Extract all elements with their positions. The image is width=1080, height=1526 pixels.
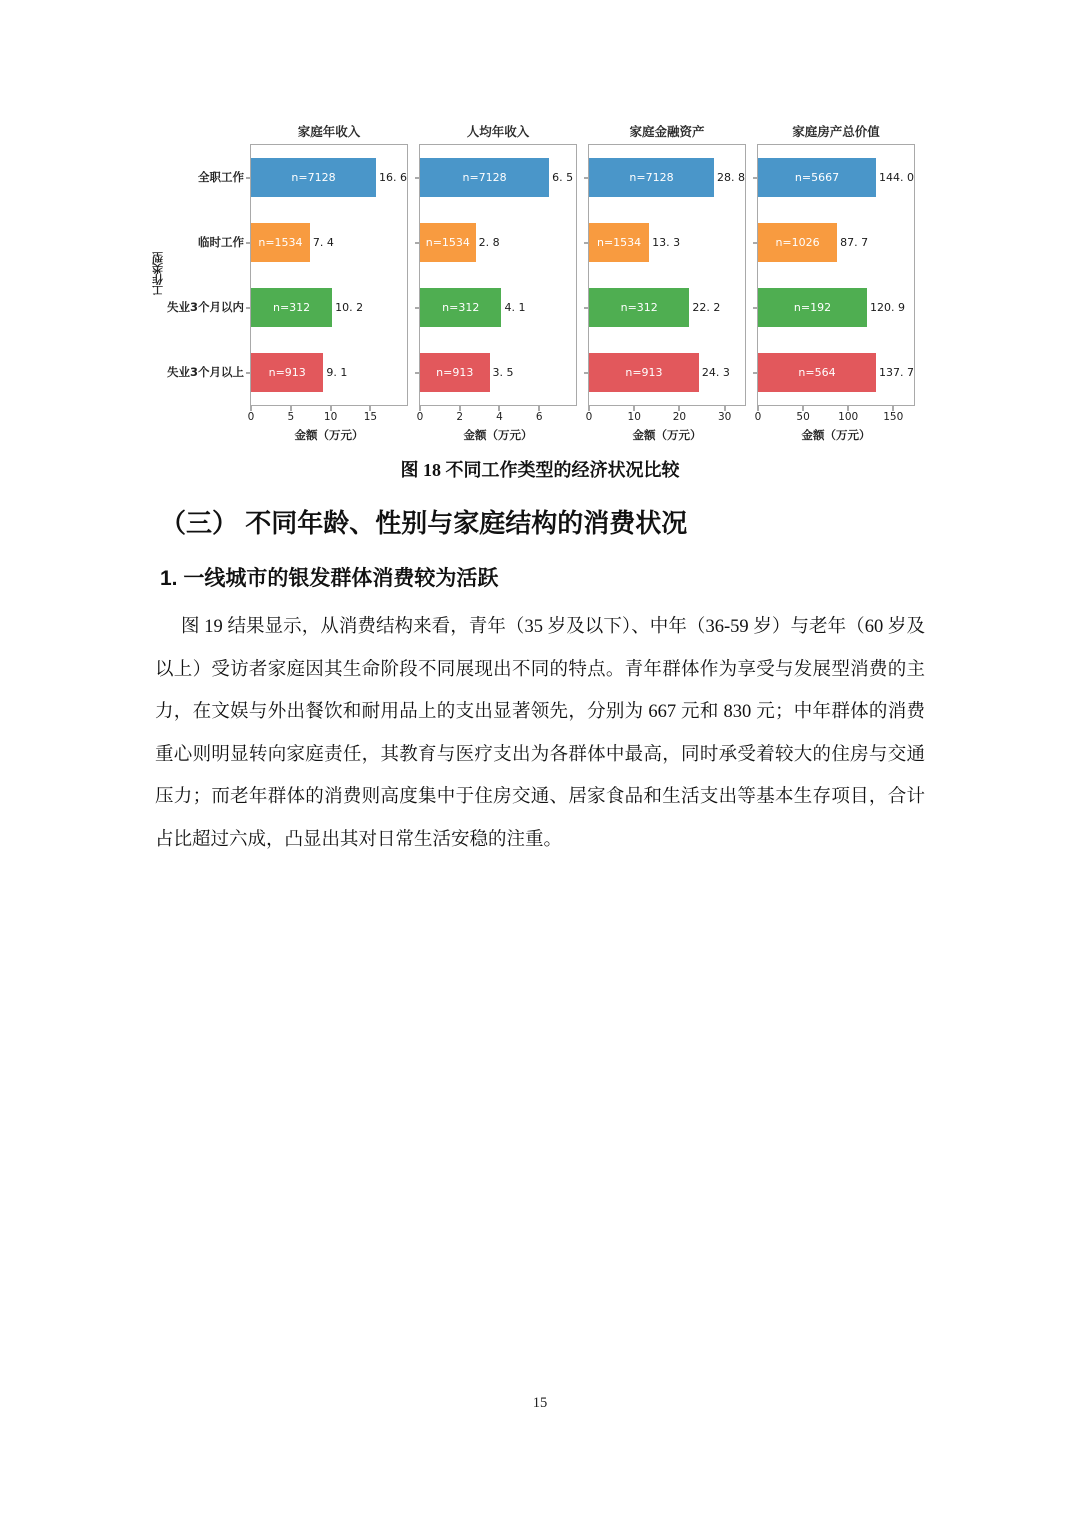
chart-panel [585,120,746,443]
bar-n-label: n=312 [442,301,480,314]
plot-area [247,144,408,423]
plot-area [754,144,915,423]
chart-panels [247,120,915,443]
bar [420,288,501,327]
bar-value-label: 4. 1 [504,301,526,314]
x-tick-label: 100 [838,411,859,423]
x-tick-label: 20 [672,411,687,423]
y-tick-mark [246,372,250,373]
bar [758,223,837,262]
x-tick-label: 30 [717,411,732,423]
y-category-label: 失业3个月以上 [166,364,244,379]
chart-grid [150,120,930,445]
bar-value-label: 24. 3 [701,366,730,379]
x-tick-label: 5 [287,411,295,423]
bar [251,223,310,262]
y-tick-mark [753,242,757,243]
bar-row [251,145,407,210]
bar [251,158,376,197]
bar-row [420,210,576,275]
bar-value-label: 28. 8 [717,171,745,184]
bar-n-label: n=192 [793,301,832,314]
bar-value-label: 13. 3 [652,236,681,249]
x-tick-label: 6 [535,411,543,423]
y-category-label: 全职工作 [198,169,244,184]
y-tick-mark [415,372,419,373]
chart-title: 家庭年收入 [297,124,361,139]
bar [758,288,867,327]
bar-value-label: 2. 8 [478,236,500,249]
subsection-heading: 1. 一线城市的银发群体消费较为活跃 [160,567,499,590]
bar-value-label: 87. 7 [840,236,869,249]
x-axis-label: 金额（万元） [632,428,702,442]
body-paragraph: 图 19 结果显示，从消费结构来看，青年（35 岁及以下）、中年（36-59 岁）与老年（60 岁及以上）受访者家庭因其生命阶段不同展现出不同的特点。青年群体作为享受与发展型消费的主力，在文娱与外出餐饮和耐用品上的支出显著领先，分别为 667 元和 830 元；中年群体的消费重心则明显转向家庭责任，其教育与医疗支出为各群体中最高，同时承受着较大的住房与交通压力；而老年群体的消费则高度集中于住房交通、居家食品和生活支出等基本生存项目，合计占比超过六成，凸显出其对日常生活安稳的注重。 [155,617,925,850]
x-tick-label: 2 [456,411,464,423]
bar [589,353,699,392]
bar-n-label: n=312 [620,301,658,314]
section-heading: （三） 不同年龄、性别与家庭结构的消费状况 [160,508,688,538]
bar [758,353,876,392]
bar-value-label: 6. 5 [552,171,574,184]
bar-n-label: n=1534 [425,236,470,249]
chart-title: 家庭金融资产 [629,124,705,139]
y-category-labels [167,144,248,404]
chart-panel [754,120,915,443]
y-tick-mark [415,177,419,178]
bar-n-label: n=7128 [291,171,336,184]
y-tick-mark [415,242,419,243]
bar-row [251,340,407,405]
bar-row [589,145,745,210]
bar-value-label: 7. 4 [312,236,334,249]
bar-n-label: n=5667 [794,171,840,184]
bar [589,288,689,327]
bar [251,288,332,327]
bar [589,158,714,197]
x-tick-label: 0 [416,411,424,423]
y-tick-mark [246,307,250,308]
bar-value-label: 22. 2 [692,301,721,314]
bar [251,353,323,392]
figure-caption: 图 18 不同工作类型的经济状况比较 [400,460,680,480]
y-tick-mark [584,372,588,373]
bar-row [758,145,914,210]
bar [758,158,876,197]
x-tick-label: 0 [247,411,255,423]
x-tick-label: 50 [796,411,810,423]
y-tick-mark [584,307,588,308]
x-tick-label: 4 [496,411,503,423]
bar-value-label: 120. 9 [870,301,906,314]
chart-title: 人均年收入 [466,124,530,139]
bar-row [589,340,745,405]
bar [420,223,476,262]
x-axis-label: 金额（万元） [294,428,364,442]
chart-panel [247,120,408,443]
x-tick-label: 10 [323,411,338,423]
y-tick-mark [753,307,757,308]
bar-row [589,210,745,275]
bar-n-label: n=913 [268,366,306,379]
plot-area [585,144,746,423]
bar-value-label: 3. 5 [492,366,514,379]
x-axis-label: 金额（万元） [801,428,871,442]
bar-value-label: 16. 6 [379,171,407,184]
bar-n-label: n=564 [798,366,836,379]
bar-value-label: 137. 7 [879,366,914,379]
bar-row [420,340,576,405]
x-tick-label: 15 [363,411,378,423]
bar-row [758,210,914,275]
y-tick-mark [246,177,250,178]
bar-row [251,275,407,340]
bar-n-label: n=7128 [629,171,674,184]
bar-row [251,210,407,275]
bar-value-label: 10. 2 [335,301,364,314]
bar-n-label: n=1534 [258,236,303,249]
x-tick-label: 0 [754,411,762,423]
bar-n-label: n=1534 [596,236,642,249]
bar-row [420,145,576,210]
bar-row [758,275,914,340]
x-tick-label: 150 [883,411,904,423]
y-axis-title: 工作类型 [151,252,165,296]
x-axis-label: 金额（万元） [463,428,533,442]
y-category-label: 失业3个月以内 [166,299,244,314]
bar-row [420,275,576,340]
y-tick-mark [753,177,757,178]
bar [420,158,549,197]
chart-title: 家庭房产总价值 [792,124,880,139]
y-tick-mark [584,242,588,243]
bar-row [758,340,914,405]
y-category-label: 临时工作 [198,234,244,249]
y-tick-mark [415,307,419,308]
bar-n-label: n=1026 [775,236,820,249]
bar-n-label: n=312 [272,301,311,314]
bar-n-label: n=913 [436,366,474,379]
bar-n-label: n=7128 [462,171,507,184]
x-tick-label: 0 [585,411,593,423]
bar [420,353,490,392]
y-tick-mark [584,177,588,178]
bar-value-label: 144. 0 [879,171,914,184]
y-tick-mark [246,242,250,243]
bar-row [589,275,745,340]
bar [589,223,649,262]
bar-value-label: 9. 1 [326,366,348,379]
y-tick-mark [753,372,757,373]
x-tick-label: 10 [627,411,641,423]
plot-area [416,144,577,423]
chart-panel [416,120,577,443]
page-number: 15 [532,1395,548,1411]
figure-chart-grid [150,120,930,445]
bar-n-label: n=913 [625,366,663,379]
